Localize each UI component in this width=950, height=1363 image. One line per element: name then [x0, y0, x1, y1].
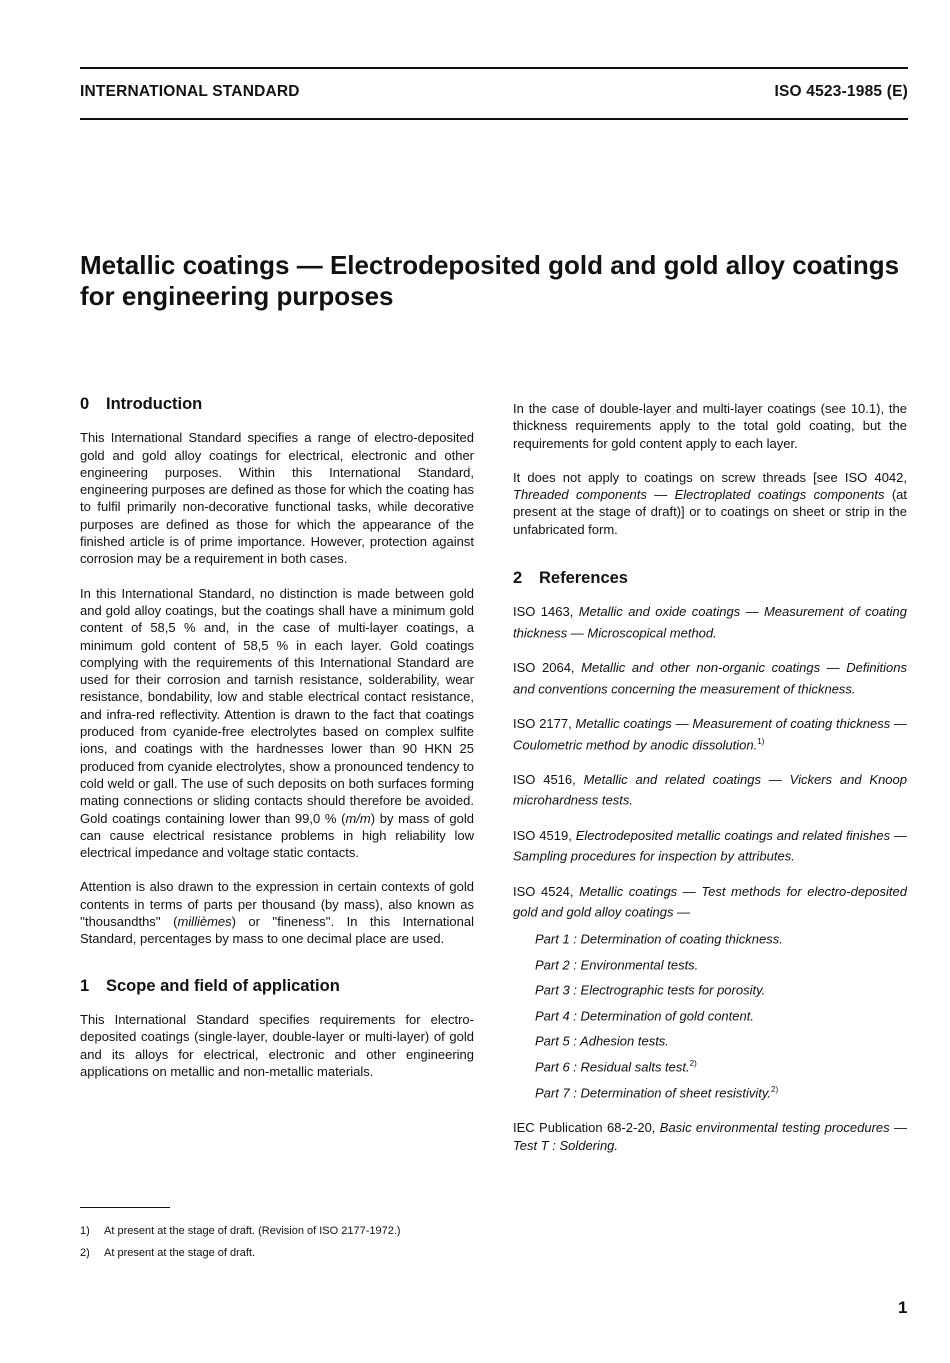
footnote-1: 1) At present at the stage of draft. (Revision of ISO 2177-1972.) — [80, 1225, 401, 1237]
footnote-rule — [80, 1207, 170, 1208]
right-column — [513, 400, 907, 1172]
scope-paragraph-1: This International Standard specifies requirements for electro-deposited coatings (single-layer, double-layer or multi-layer) of gold and its alloys for electrical, electronic and other engineering applications on metallic and non-metallic materials. — [80, 1011, 474, 1079]
reference-item: ISO 1463, Metallic and oxide coatings — Measurement of coating thickness — Microscopical method. — [513, 604, 908, 640]
section-heading-introduction: 0 Introduction — [80, 395, 203, 413]
reference-item: ISO 4519, Electrodeposited metallic coatings and related finishes — Sampling procedures for inspection by attributes. — [513, 828, 907, 864]
header-left: INTERNATIONAL STANDARD — [80, 83, 300, 100]
reference-item: ISO 4524, Metallic coatings — Test methods for electro-deposited gold and gold alloy coatings — — [513, 883, 907, 920]
intro-paragraph-1: This International Standard specifies a range of electro-deposited gold and gold alloy coatings for electrical, electronic and other engineering purposes. Within this International Standard, engineering purposes are defined as those for which the coating has to fulfil primarily non-decorative functional tasks, while decorative purposes are defined as those for which the appearance of the finished article is of prime importance. However, protection against corrosion may be a requirement in both cases. — [80, 430, 474, 567]
section-heading-scope: 1 Scope and field of application — [80, 976, 340, 995]
intro-paragraph-3: Attention is also drawn to the expression in certain contexts of gold contents in terms of parts per thousand (by mass), also known as ''thousandths'' (millièmes) or ''fineness''. In this International Standard, percentages by mass to one decimal place are used. — [80, 879, 474, 947]
reference-part-item: Part 6 : Residual salts test.$^{2)}$ — [535, 1059, 697, 1075]
header-right: ISO 4523-1985 (E) — [774, 83, 908, 100]
reference-item: ISO 2064, Metallic and other non-organic coatings — Definitions and conventions concerning the measurement of thickness. — [513, 660, 907, 696]
reference-item: ISO 2177, Metallic coatings — Measurement of coating thickness — Coulometric method by anodic dissolution.$^{1)}$ — [513, 716, 907, 752]
document-title: Metallic coatings — Electrodeposited gold and gold alloy coatings for engineering purposes — [80, 250, 900, 311]
reference-part-item: Part 5 : Adhesion tests. — [535, 1033, 669, 1049]
top-rule — [80, 67, 908, 69]
reference-part-item: Part 4 : Determination of gold content. — [535, 1008, 754, 1024]
reference-part-item: Part 2 : Environmental tests. — [535, 956, 699, 972]
left-column — [80, 396, 474, 1097]
reference-part-item: Part 1 : Determination of coating thickness. — [535, 931, 783, 947]
footnote-2: 2) At present at the stage of draft. — [80, 1247, 256, 1259]
reference-part-item: Part 3 : Electrographic tests for porosity. — [535, 982, 766, 998]
intro-paragraph-2: In this International Standard, no distinction is made between gold and gold alloy coatings, but the coatings shall have a minimum gold content of 58,5 % and, in the case of multi-layer coatings, a minimum gold content of 58,5 % in each layer. Gold coatings complying with the requirements of this International Standard are used for their corrosion and tarnish resistance, solderability, wear resistance, bondability, low and stable electrical contact resistance, and infra-red reflectivity. Attention is drawn to the fact that coatings produced from cyanide-free electrolytes based on complex sulfite ions, and coatings with the hardnesses lower than 90 HKN 25 produced from cyanide electrolytes, show a pronounced tendency to cold weld or gall. The use of such deposits on both surfaces forming mating connections or sliding contacts should therefore be avoided. Gold coatings containing lower than 99,0 % (m/m) by mass of gold can cause electrical resistance problems in high reliability low electrical impedance and voltage static contacts. — [80, 585, 474, 861]
reference-item: ISO 4516, Metallic and related coatings — Vickers and Knoop microhardness tests. — [513, 772, 907, 808]
page-number: 1 — [898, 1298, 908, 1317]
scope-paragraph-2: In the case of double-layer and multi-layer coatings (see 10.1), the thickness requirements apply to the total gold coating, but the requirements for gold content apply to each layer. — [513, 401, 907, 451]
reference-part-item: Part 7 : Determination of sheet resistivity.$^{2)}$ — [535, 1084, 779, 1100]
header-rule — [80, 118, 908, 120]
reference-iec: IEC Publication 68-2-20, Basic environmental testing procedures — Test T : Soldering. — [513, 1120, 908, 1153]
section-heading-references: 2 References — [513, 569, 628, 588]
scope-paragraph-3: It does not apply to coatings on screw threads [see ISO 4042, Threaded components — Electroplated coatings components (at present at the stage of draft)] or to coatings on sheet or strip in the unfabricated form. — [513, 469, 907, 537]
